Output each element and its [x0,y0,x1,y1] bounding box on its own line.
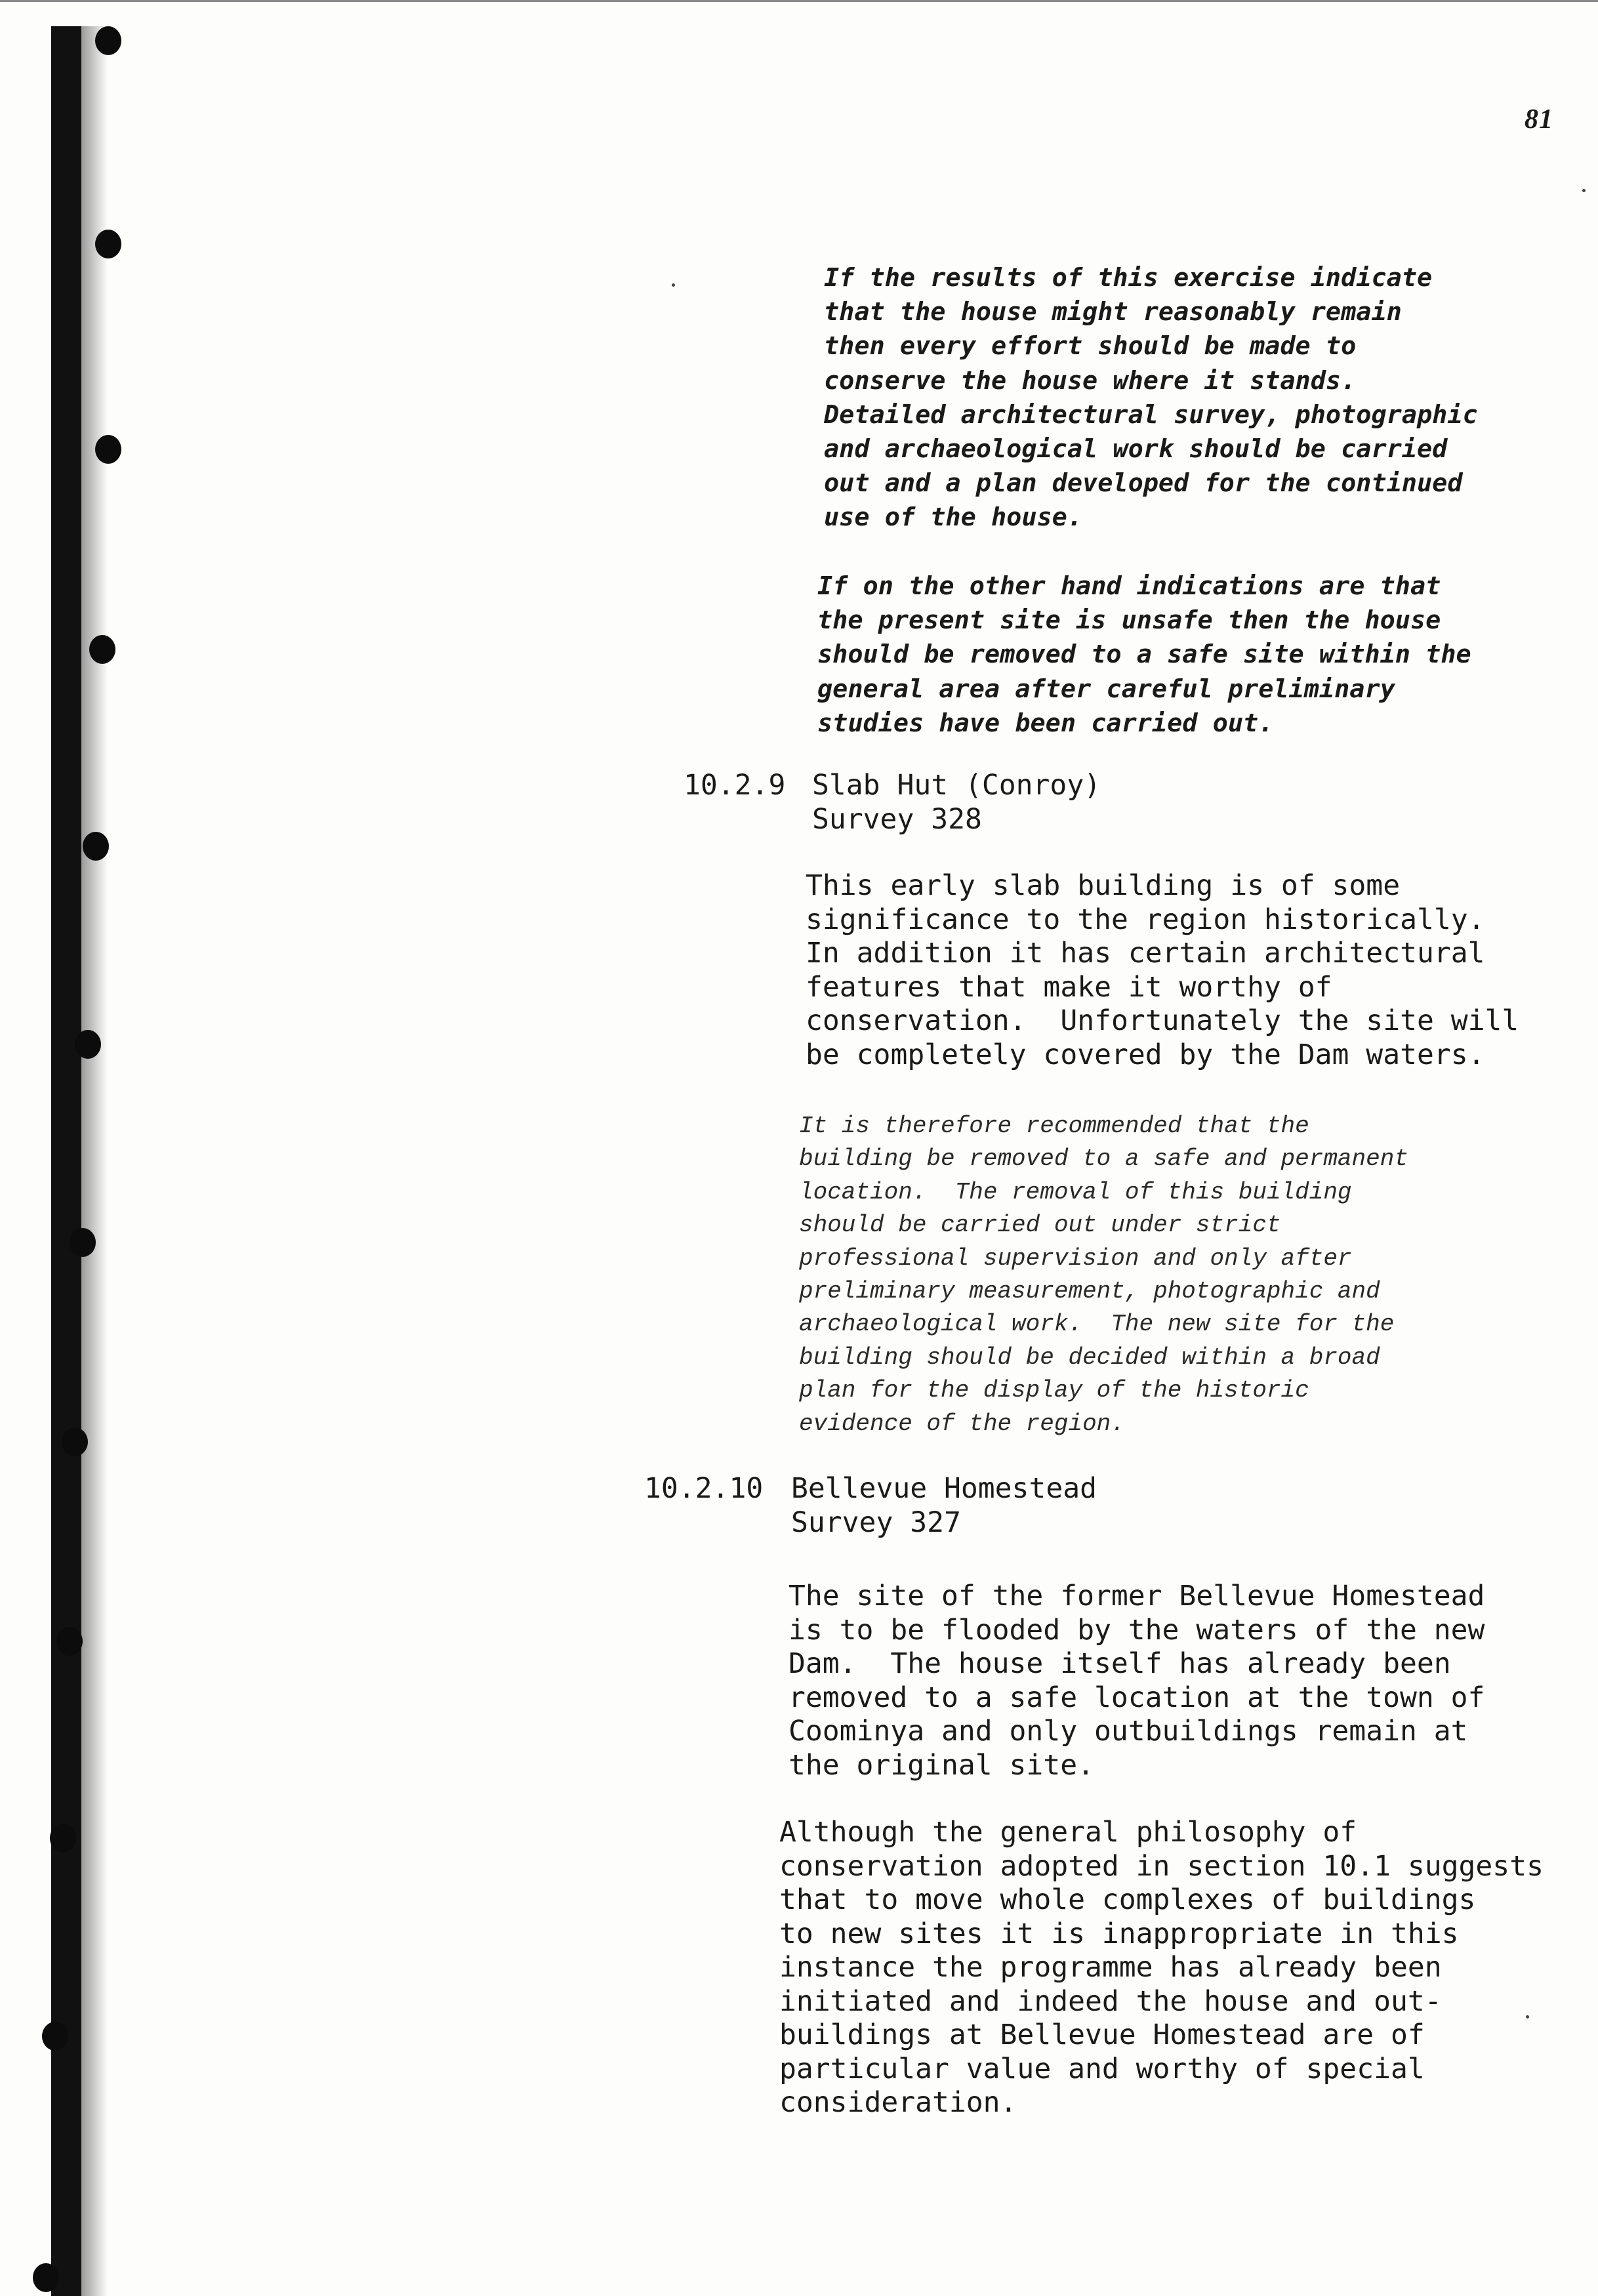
text-line: preliminary measurement, photographic and [799,1278,1380,1305]
survey-reference: Survey 327 [791,1506,961,1539]
page-number: 81 [1525,104,1553,134]
binding-strip [51,26,81,2296]
section-paragraph [789,1580,1485,1782]
text-line: conserve the house where it stands. [824,365,1357,396]
section-number: 10.2.10 [644,1472,764,1505]
section-paragraph [806,869,1519,1072]
text-line: out and a plan developed for the continued [824,468,1463,499]
text-line: that to move whole complexes of buildings [779,1883,1476,1916]
punch-hole [70,1228,96,1257]
section-number: 10.2.9 [684,769,786,802]
text-line: general area after careful preliminary [817,674,1395,704]
punch-hole [83,832,109,861]
text-line: significance to the region historically. [806,903,1485,936]
text-line: and archaeological work should be carried [824,434,1448,464]
section-heading [812,769,1101,836]
punch-hole [95,26,121,55]
text-line: plan for the display of the historic [799,1377,1309,1404]
text-line: the original site. [789,1748,1094,1782]
text-line: The site of the former Bellevue Homestead [789,1580,1485,1612]
text-line: Detailed architectural survey, photographic [824,400,1478,430]
section-title: Bellevue Homestead [791,1472,1097,1505]
text-line: buildings at Bellevue Homestead are of [779,2019,1425,2051]
section-paragraph [799,1110,1408,1441]
text-line: then every effort should be made to [824,331,1357,361]
scan-speck [1582,189,1586,192]
text-line: If on the other hand indications are that [817,571,1441,601]
punch-hole [95,435,121,464]
text-line: Although the general philosophy of [779,1816,1357,1849]
text-line: is to be flooded by the waters of the new [789,1613,1485,1647]
survey-reference: Survey 328 [812,802,982,836]
text-line: Dam. The house itself has already been [789,1647,1451,1680]
section-paragraph [779,1816,1544,2120]
text-line: consideration. [779,2086,1017,2119]
text-line: removed to a safe location at the town of [789,1681,1485,1714]
text-line: conservation. Unfortunately the site will [806,1004,1519,1037]
text-line: features that make it worthy of [806,970,1332,1004]
punch-hole [42,2022,68,2051]
punch-hole [95,230,121,258]
text-line: This early slab building is of some [806,869,1401,902]
punch-hole [62,1427,88,1456]
text-line: studies have been carried out. [817,708,1274,738]
text-line: particular value and worthy of special [779,2052,1425,2085]
section-heading [791,1472,1097,1540]
text-line: professional supervision and only after [799,1244,1352,1272]
punch-hole [89,635,115,664]
text-line: be completely covered by the Dam waters. [806,1038,1485,1071]
text-line: location. The removal of this building [799,1178,1352,1206]
text-line: If the results of this exercise indicate [824,263,1433,293]
intro-paragraph [817,569,1471,741]
text-line: the present site is unsafe then the house [817,605,1441,636]
text-line: building should be decided within a broad [799,1343,1380,1371]
text-line: use of the house. [824,502,1083,533]
punch-hole [33,2263,59,2292]
text-line: evidence of the region. [799,1410,1125,1437]
punch-hole [75,1030,101,1059]
text-line: should be removed to a safe site within the [817,640,1471,670]
text-line: building be removed to a safe and permanent [799,1145,1408,1173]
binding-shadow [81,26,108,2296]
text-line: initiated and indeed the house and out- [779,1984,1442,2018]
text-line: archaeological work. The new site for the [799,1311,1395,1338]
section-title: Slab Hut (Conroy) [812,769,1101,802]
text-line: It is therefore recommended that the [799,1113,1309,1139]
intro-paragraph [824,261,1478,535]
text-line: Coominya and only outbuildings remain at [789,1715,1468,1748]
punch-hole [56,1627,83,1656]
text-line: instance the programme has already been [779,1951,1442,1984]
text-line: to new sites it is inappropriate in this [779,1917,1459,1950]
scan-top-edge [0,0,1598,2]
punch-hole [50,1824,76,1853]
text-line: In addition it has certain architectural [806,937,1485,970]
text-line: should be carried out under strict [799,1212,1281,1239]
text-line: that the house might reasonably remain [824,297,1402,327]
scan-speck [672,283,675,287]
text-line: conservation adopted in section 10.1 suggests [779,1849,1544,1883]
